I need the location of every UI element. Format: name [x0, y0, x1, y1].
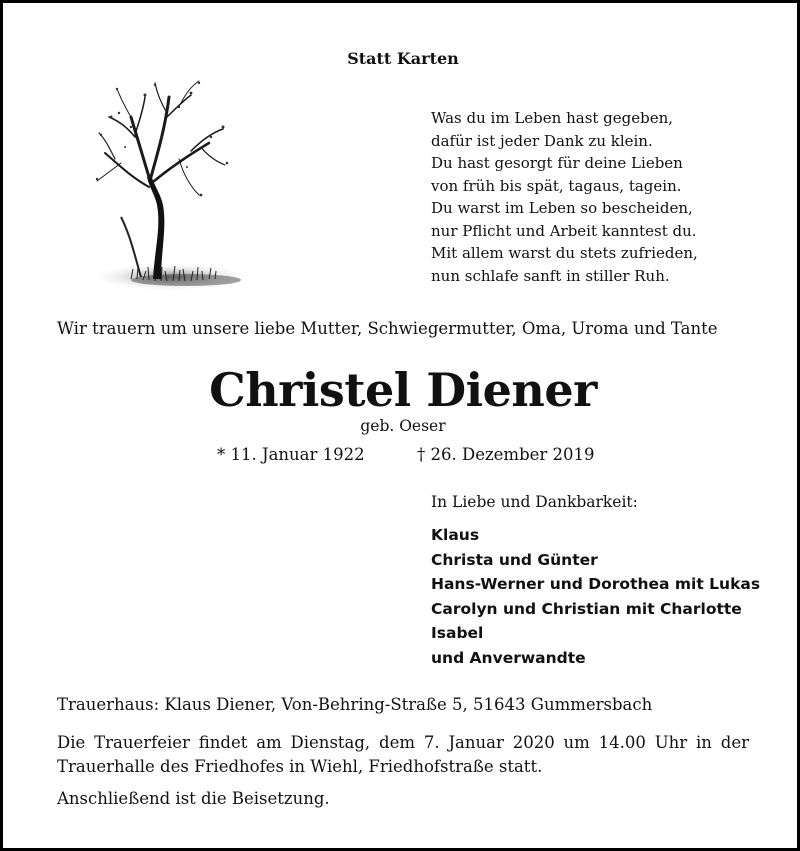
death-date: † 26. Dezember 2019	[417, 445, 595, 464]
tree-illustration	[91, 77, 271, 307]
mourner-name: Klaus	[431, 526, 480, 544]
birth-date: * 11. Januar 1922	[217, 445, 365, 464]
mourners-list	[431, 523, 760, 671]
burial-info: Anschließend ist die Beisetzung.	[57, 789, 330, 808]
house-of-mourning: Trauerhaus: Klaus Diener, Von-Behring-Straße 5, 51643 Gummersbach	[57, 695, 653, 714]
mourner-name: Carolyn und Christian mit Charlotte	[431, 599, 742, 618]
poem-line: Was du im Leben hast gegeben,	[431, 109, 674, 127]
poem-line: von früh bis spät, tagaus, tagein.	[431, 176, 682, 195]
mourner-name: und Anverwandte	[431, 648, 586, 667]
deceased-name: Christel Diener	[209, 363, 597, 417]
poem-line: nur Pflicht und Arbeit kanntest du.	[431, 221, 697, 240]
poem	[431, 107, 698, 287]
gratitude-line: In Liebe und Dankbarkeit:	[431, 493, 638, 511]
poem-line: nun schlafe sanft in stiller Ruh.	[431, 266, 670, 285]
poem-line: Du warst im Leben so bescheiden,	[431, 199, 693, 217]
poem-line: Mit allem warst du stets zufrieden,	[431, 244, 698, 262]
poem-line: dafür ist jeder Dank zu klein.	[431, 131, 653, 150]
funeral-service-info: Die Trauerfeier findet am Dienstag, dem 7. Januar 2020 um 14.00 Uhr in der Trauerhalle des Friedhofes in Wiehl, Friedhofstraße statt.	[57, 733, 749, 776]
header-title: Statt Karten	[347, 49, 459, 68]
mourner-name: Christa und Günter	[431, 550, 598, 569]
birth-name: geb. Oeser	[360, 417, 446, 435]
intro-text: Wir trauern um unsere liebe Mutter, Schwiegermutter, Oma, Uroma und Tante	[57, 319, 718, 338]
mourner-name: Hans-Werner und Dorothea mit Lukas	[431, 575, 761, 594]
poem-line: Du hast gesorgt für deine Lieben	[431, 154, 683, 172]
mourner-name: Isabel	[431, 624, 484, 643]
